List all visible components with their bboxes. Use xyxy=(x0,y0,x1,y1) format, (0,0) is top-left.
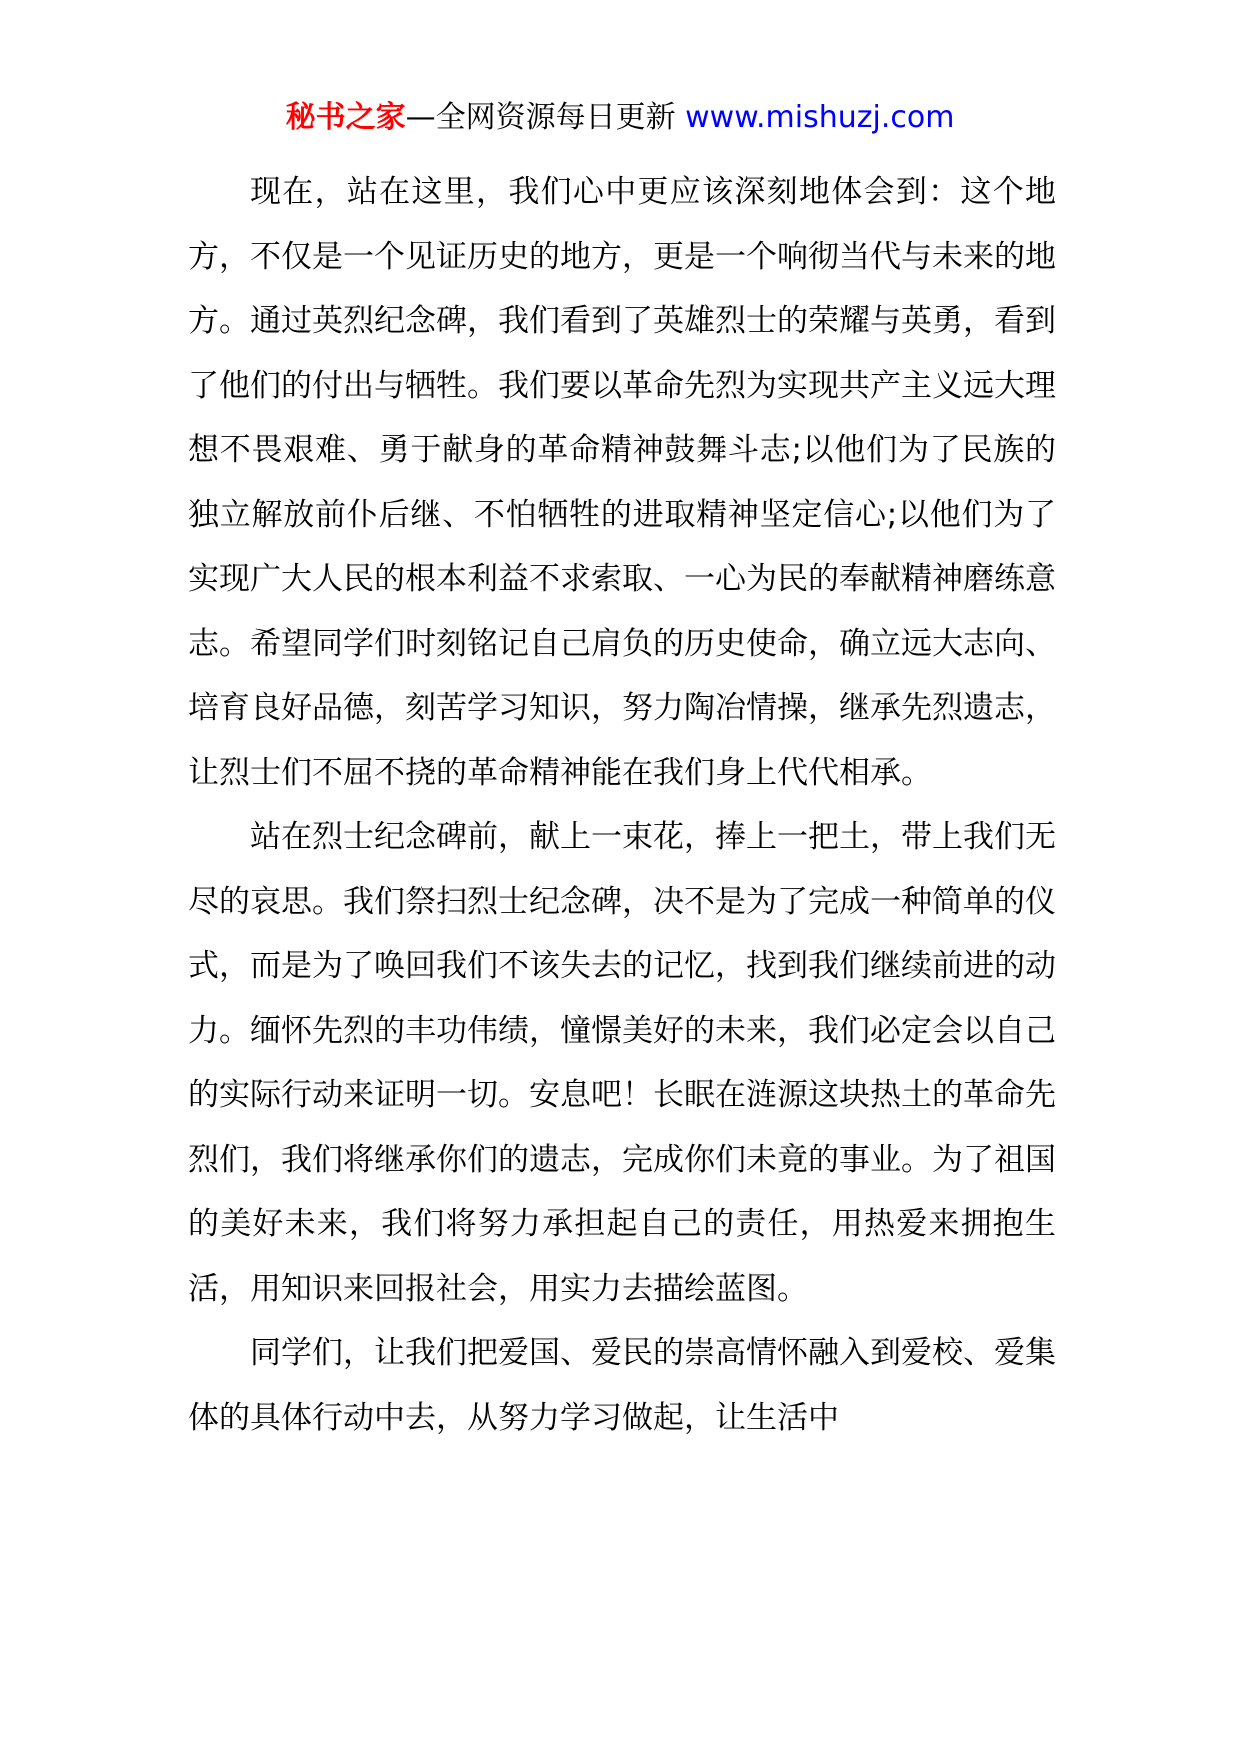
page-header xyxy=(0,98,1240,138)
site-url-link[interactable]: www.mishuzj.com xyxy=(685,100,955,135)
document-body xyxy=(188,160,1056,1450)
header-tagline: —全网资源每日更新 xyxy=(405,100,686,135)
paragraph-1: 现在，站在这里，我们心中更应该深刻地体会到：这个地方，不仅是一个见证历史的地方，更是一个响彻当代与未来的地方。通过英烈纪念碑，我们看到了英雄烈士的荣耀与英勇，看到了他们的付出与牺牲。我们要以革命先烈为实现共产主义远大理想不畏艰难、勇于献身的革命精神鼓舞斗志;以他们为了民族的独立解放前仆后继、不怕牺牲的进取精神坚定信心;以他们为了实现广大人民的根本利益不求索取、一心为民的奉献精神磨练意志。希望同学们时刻铭记自己肩负的历史使命，确立远大志向、培育良好品德，刻苦学习知识，努力陶冶情操，继承先烈遗志，让烈士们不屈不挠的革命精神能在我们身上代代相承。 xyxy=(188,174,1056,791)
brand-name: 秘书之家 xyxy=(285,100,406,135)
paragraph-2: 站在烈士纪念碑前，献上一束花，捧上一把土，带上我们无尽的哀思。我们祭扫烈士纪念碑，决不是为了完成一种简单的仪式，而是为了唤回我们不该失去的记忆，找到我们继续前进的动力。缅怀先烈的丰功伟绩，憧憬美好的未来，我们必定会以自己的实际行动来证明一切。安息吧！长眠在涟源这块热土的革命先烈们，我们将继承你们的遗志，完成你们未竟的事业。为了祖国的美好未来，我们将努力承担起自己的责任，用热爱来拥抱生活，用知识来回报社会，用实力去描绘蓝图。 xyxy=(188,819,1056,1307)
paragraph-3: 同学们，让我们把爱国、爱民的崇高情怀融入到爱校、爱集体的具体行动中去，从努力学习做起，让生活中 xyxy=(188,1335,1056,1436)
